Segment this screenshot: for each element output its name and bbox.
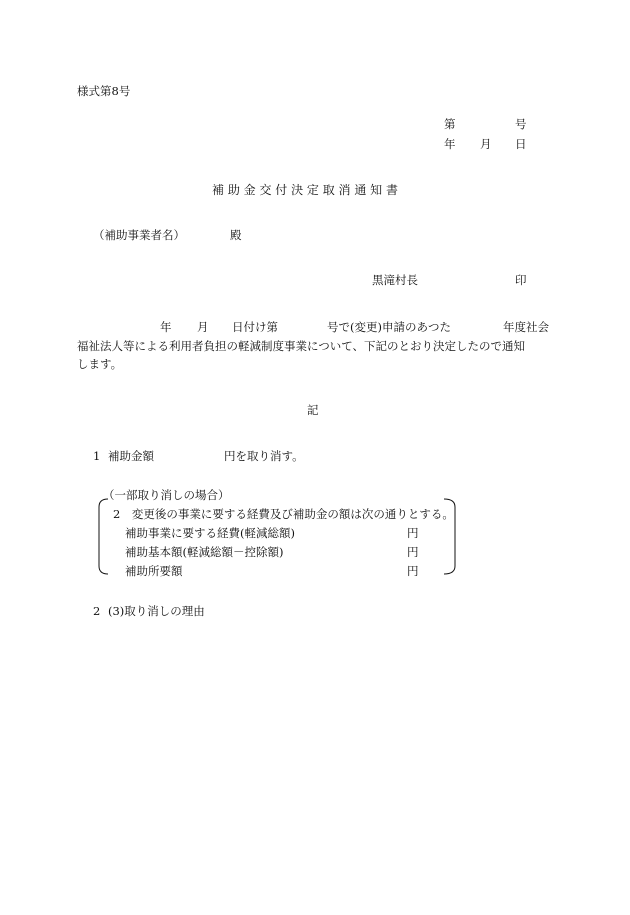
item-2-number: 2 — [93, 604, 101, 618]
partial-heading: （一部取り消しの場合） — [103, 488, 230, 502]
partial-row-1-label: 補助事業に要する経費(軽減総額) — [125, 526, 295, 540]
partial-row-3-label: 補助所要額 — [125, 564, 183, 578]
date-day: 日 — [515, 137, 527, 151]
body-year: 年 — [160, 320, 172, 334]
item-2-label: (3)取り消しの理由 — [108, 604, 205, 618]
body-date-number: 日付け第 — [232, 320, 278, 334]
partial-row-3-unit: 円 — [407, 564, 419, 578]
ref-dai: 第 — [444, 117, 456, 131]
body-application: 号で(変更)申請のあつた — [327, 320, 451, 334]
partial-line: 2 変更後の事業に要する経費及び補助金の額は次の通りとする。 — [113, 507, 454, 521]
document-title: 補 助 金 交 付 決 定 取 消 通 知 書 — [212, 183, 398, 197]
form-number: 様式第8号 — [77, 84, 131, 98]
partial-row-1-unit: 円 — [407, 526, 419, 540]
ref-go: 号 — [515, 117, 527, 131]
issuer-name: 黒滝村長 — [372, 273, 418, 287]
addressee-dono: 殿 — [230, 228, 242, 242]
date-month: 月 — [480, 137, 492, 151]
item-1-label: 補助金額 — [108, 449, 154, 463]
body-line-3: します。 — [77, 357, 123, 371]
item-1-text: 円を取り消す。 — [224, 449, 304, 463]
body-month: 月 — [197, 320, 209, 334]
left-bracket — [95, 498, 109, 575]
issuer-seal: 印 — [515, 273, 527, 287]
item-1-number: 1 — [93, 449, 101, 463]
date-year: 年 — [444, 137, 456, 151]
body-fiscal-year: 年度社会 — [503, 320, 549, 334]
addressee-name: （補助事業者名） — [93, 228, 185, 242]
body-line-2: 福祉法人等による利用者負担の軽減制度事業について、下記のとおり決定したので通知 — [77, 339, 526, 353]
partial-row-2-unit: 円 — [407, 545, 419, 559]
ki-heading: 記 — [307, 403, 319, 417]
partial-row-2-label: 補助基本額(軽減総額－控除額) — [125, 545, 284, 559]
